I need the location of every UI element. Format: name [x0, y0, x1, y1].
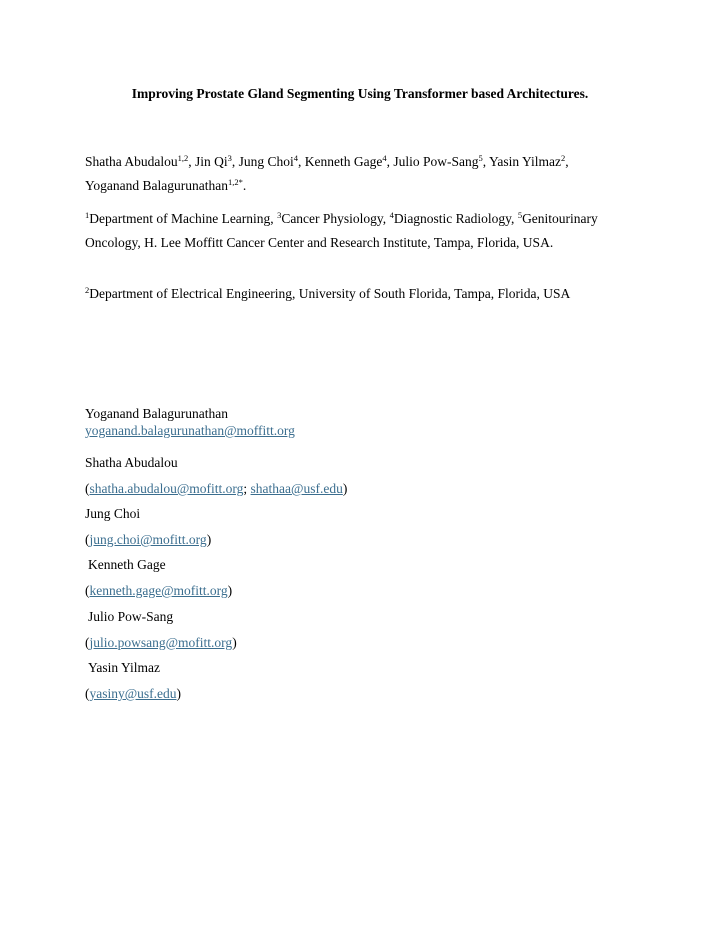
paper-title: Improving Prostate Gland Segmenting Using Transformer based Architectures. [131, 86, 589, 101]
contact-email-line [85, 532, 211, 548]
author-separator: , [231, 154, 239, 169]
affiliation-text: Department of Electrical Engineering, University of South Florida, Tampa, Florida, USA [89, 286, 571, 301]
contact-name: Yasin Yilmaz [88, 660, 161, 675]
author-affiliation-mark: 1,2* [227, 177, 243, 187]
author-name: Jung Choi [238, 154, 294, 169]
contact-name: Julio Pow-Sang [88, 609, 174, 624]
email-link[interactable]: yasiny@usf.edu [89, 686, 177, 701]
email-link[interactable]: julio.powsang@mofitt.org [89, 635, 233, 650]
separator: ; [243, 481, 251, 496]
paren: ( [85, 635, 90, 650]
paren: ( [85, 481, 90, 496]
author-separator: , [386, 154, 394, 169]
author-affiliation-mark: 5 [478, 153, 483, 163]
paren: ) [342, 481, 348, 496]
affiliation-usf [85, 282, 645, 306]
affiliation-text: Genitourinary [522, 211, 598, 226]
affiliation-mark: 4 [389, 210, 394, 220]
author-separator: . [242, 178, 247, 193]
contact-name: Kenneth Gage [88, 557, 166, 572]
author-affiliation-mark: 1,2 [177, 153, 189, 163]
paren: ( [85, 583, 90, 598]
affiliation-mark: 5 [517, 210, 523, 220]
email-link[interactable]: yoganand.balagurunathan@moffitt.org [85, 423, 295, 438]
author-name: Jin Qi [195, 154, 228, 169]
author-affiliation-mark: 3 [227, 153, 232, 163]
author-name: Kenneth Gage [304, 154, 383, 169]
paren: ) [227, 583, 233, 598]
contact-email-line [85, 635, 237, 651]
contact-name: Jung Choi [85, 506, 141, 521]
affiliation-text: Department of Machine Learning, [89, 211, 278, 226]
paren: ) [206, 532, 212, 547]
author-separator: , [188, 154, 195, 169]
contact-name: Shatha Abudalou [85, 455, 178, 470]
paren: ) [232, 635, 237, 650]
affiliation-text: Cancer Physiology, [281, 211, 390, 226]
affiliation-mark: 3 [277, 210, 282, 220]
author-name: Yoganand Balagurunathan [85, 178, 228, 193]
author-affiliation-mark: 4 [382, 153, 387, 163]
affiliation-text: Oncology, H. Lee Moffitt Cancer Center and Research Institute, Tampa, Florida, USA. [85, 235, 554, 250]
author-affiliation-mark: 2 [561, 153, 566, 163]
author-affiliation-mark: 4 [293, 153, 299, 163]
email-link[interactable]: kenneth.gage@mofitt.org [89, 583, 228, 598]
contact-email-line [85, 583, 232, 599]
email-link[interactable]: shathaa@usf.edu [250, 481, 343, 496]
contact-email-line [85, 481, 347, 497]
paren: ( [85, 686, 90, 701]
paren: ( [85, 532, 90, 547]
paren: ) [176, 686, 182, 701]
email-link[interactable]: shatha.abudalou@mofitt.org [89, 481, 244, 496]
author-separator: , [482, 154, 490, 169]
author-separator: , [298, 154, 305, 169]
contact-name: Yoganand Balagurunathan [85, 406, 228, 421]
author-name: Julio Pow-Sang [393, 154, 479, 169]
contact-email-line [85, 423, 295, 439]
contact-email-line [85, 686, 181, 702]
author-name: Shatha Abudalou [85, 154, 178, 169]
email-link[interactable]: jung.choi@mofitt.org [89, 532, 207, 547]
author-list [85, 150, 645, 198]
author-separator: , [565, 154, 569, 169]
author-name: Yasin Yilmaz [489, 154, 562, 169]
affiliation-moffitt [85, 207, 645, 255]
affiliation-mark: 2 [85, 285, 90, 295]
affiliation-mark: 1 [85, 210, 90, 220]
affiliation-text: Diagnostic Radiology, [393, 211, 518, 226]
